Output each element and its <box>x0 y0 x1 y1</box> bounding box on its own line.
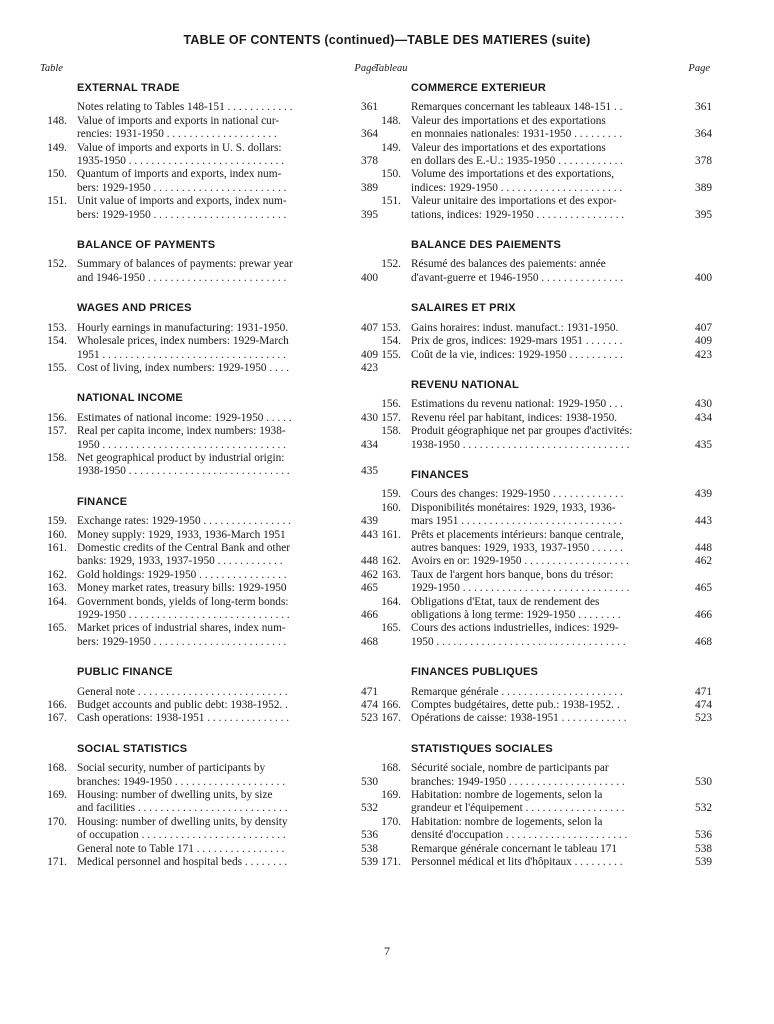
entry-text: Unit value of imports and exports, index num- bers: 1929-1950 . . . . . . . . . . . . . . . . . . . . . . . . <box>77 195 287 221</box>
entry-number: 158. <box>381 425 401 438</box>
entry-text: Obligations d'Etat, taux de rendement des obligations à long terme: 1929-1950 . . . . . . . . <box>411 595 621 621</box>
entry-page: 378 <box>361 155 378 168</box>
entry-number: 148. <box>381 114 401 127</box>
entry-page: 474 <box>361 699 378 712</box>
toc-entry <box>38 596 378 623</box>
entry-text: Cost of living, index numbers: 1929-1950 . . . . <box>77 361 290 374</box>
toc-entry <box>38 699 378 712</box>
entry-number: 171. <box>47 856 67 869</box>
entry-page: 462 <box>361 568 378 581</box>
entry-number: 159. <box>47 515 67 528</box>
entry-page: 443 <box>361 528 378 541</box>
entry-number: 153. <box>47 321 67 334</box>
toc-entry <box>38 168 378 195</box>
entry-number: 157. <box>47 425 67 438</box>
entry-page: 400 <box>361 271 378 284</box>
entry-number: 151. <box>381 195 401 208</box>
entry-text: Cours des actions industrielles, indices: 1929- 1950 . . . . . . . . . . . . . . . . . . . . . . . . . . . . . . . . . . <box>411 622 626 648</box>
entry-number: 152. <box>47 258 67 271</box>
entry-number: 149. <box>47 141 67 154</box>
section-title: SOCIAL STATISTICS <box>77 742 188 755</box>
entry-page: 395 <box>695 208 712 221</box>
section-title: BALANCE OF PAYMENTS <box>77 239 216 252</box>
toc-section <box>372 469 712 649</box>
entry-text: Volume des importations et des exportations, indices: 1929-1950 . . . . . . . . . . . . . . . . . . . . . . <box>411 168 623 194</box>
entry-page: 448 <box>695 541 712 554</box>
toc-entry <box>372 488 712 501</box>
toc-entry <box>372 258 712 285</box>
toc-entry <box>38 322 378 335</box>
toc-entry <box>372 168 712 195</box>
section-title: COMMERCE EXTERIEUR <box>411 82 546 94</box>
entry-text: Gains horaires: indust. manufact.: 1931-1950. <box>411 321 619 334</box>
entry-number: 164. <box>47 595 67 608</box>
toc-entry <box>38 195 378 222</box>
entry-number: 157. <box>381 411 401 424</box>
toc-entry <box>38 762 378 789</box>
entry-text: Summary of balances of payments: prewar year and 1946-1950 . . . . . . . . . . . . . . . . . . . . . . . . . <box>77 258 293 284</box>
entry-text: Housing: number of dwelling units, by size and facilities . . . . . . . . . . . . . . . . . . . . . . . . . . . <box>77 789 288 815</box>
toc-section <box>38 392 378 478</box>
toc-section <box>38 82 378 222</box>
entry-number: 161. <box>47 541 67 554</box>
entry-text: Coût de la vie, indices: 1929-1950 . . . . . . . . . . <box>411 348 624 361</box>
entry-number: 152. <box>381 258 401 271</box>
entry-page: 523 <box>361 712 378 725</box>
entry-text: Prix de gros, indices: 1929-mars 1951 . . . . . . . <box>411 335 623 348</box>
entry-number: 170. <box>381 815 401 828</box>
toc-entry <box>38 101 378 114</box>
page-title: TABLE OF CONTENTS (continued)—TABLE DES MATIERES (suite) <box>183 33 591 47</box>
entry-text: Taux de l'argent hors banque, bons du trésor: 1929-1950 . . . . . . . . . . . . . . . . . . . . . . . . . . . . . . <box>411 568 630 595</box>
entry-page: 532 <box>361 802 378 815</box>
entry-text: Market prices of industrial shares, index num- bers: 1929-1950 . . . . . . . . . . . . . . . . . . . . . . . . <box>77 622 287 648</box>
entry-text: Avoirs en or: 1929-1950 . . . . . . . . . . . . . . . . . . . <box>411 555 629 568</box>
toc-entry <box>38 529 378 542</box>
sections <box>38 82 378 870</box>
section-title: REVENU NATIONAL <box>411 378 519 391</box>
entry-number: 154. <box>381 335 401 348</box>
toc-entry <box>38 515 378 528</box>
entry-page: 523 <box>695 712 712 725</box>
toc-entry <box>38 622 378 649</box>
column-header-page-label: Page <box>354 63 376 74</box>
entry-page: 539 <box>695 856 712 869</box>
entry-number: 169. <box>47 789 67 802</box>
entry-page: 474 <box>695 699 712 712</box>
entry-page: 443 <box>695 515 712 528</box>
entry-page: 539 <box>361 856 378 869</box>
toc-entry <box>372 699 712 712</box>
entry-text: Opérations de caisse: 1938-1951 . . . . . . . . . . . . <box>411 712 627 725</box>
entry-page: 439 <box>695 488 712 501</box>
entry-page: 532 <box>695 802 712 815</box>
entry-number: 159. <box>381 488 401 501</box>
entry-text: Budget accounts and public debt: 1938-1952. . <box>77 699 288 712</box>
column-header <box>38 62 378 82</box>
entry-text: Remarque générale . . . . . . . . . . . . . . . . . . . . . . <box>411 685 623 698</box>
toc-entry <box>38 843 378 856</box>
entry-number: 162. <box>47 568 67 581</box>
section-title: PUBLIC FINANCE <box>77 666 173 679</box>
column-header <box>372 62 712 82</box>
entry-number: 148. <box>47 114 67 127</box>
entry-text: Habitation: nombre de logements, selon la densité d'occupation . . . . . . . . . . . . . . . . . . . . . . <box>411 815 628 842</box>
toc-entry <box>38 789 378 816</box>
entry-page: 448 <box>361 555 378 568</box>
toc-entry <box>372 335 712 348</box>
entry-number: 153. <box>381 321 401 334</box>
entry-number: 168. <box>381 762 401 775</box>
toc-entry <box>372 856 712 869</box>
section-title: SALAIRES ET PRIX <box>411 302 516 315</box>
entry-text: Housing: number of dwelling units, by density of occupation . . . . . . . . . . . . . . . . . . . . . . . . . . <box>77 815 288 842</box>
entry-number: 166. <box>47 699 67 712</box>
section-title: FINANCE <box>77 495 128 508</box>
entry-number: 162. <box>381 555 401 568</box>
toc-entry <box>38 412 378 425</box>
entry-number: 155. <box>381 348 401 361</box>
entry-page: 462 <box>695 555 712 568</box>
entry-number: 158. <box>47 451 67 464</box>
toc-section <box>372 82 712 222</box>
entry-page: 466 <box>695 609 712 621</box>
entry-text: Money market rates, treasury bills: 1929-1950 <box>77 582 287 595</box>
toc-entry <box>372 115 712 142</box>
toc-entry <box>372 816 712 843</box>
toc-entry <box>372 762 712 789</box>
entry-page: 389 <box>361 181 378 194</box>
entry-text: Medical personnel and hospital beds . . . . . . . . <box>77 856 288 869</box>
toc-entry <box>372 555 712 568</box>
entry-number: 163. <box>47 582 67 595</box>
entry-text: Valeur des importations et des exportations en monnaies nationales: 1931-1950 . . . . . . . . . <box>411 114 623 141</box>
toc-section <box>372 239 712 285</box>
toc-entry <box>38 816 378 843</box>
entry-text: Government bonds, yields of long-term bonds: 1929-1950 . . . . . . . . . . . . . . . . . . . . . . . . . . . . . <box>77 595 290 621</box>
entry-text: Cash operations: 1938-1951 . . . . . . . . . . . . . . . <box>77 712 290 725</box>
entry-page: 468 <box>361 635 378 648</box>
entry-text: Revenu réel par habitant, indices: 1938-1950. <box>411 411 618 424</box>
page-number: 7 <box>384 944 390 958</box>
entry-number: 150. <box>47 168 67 181</box>
entry-number: 156. <box>381 398 401 411</box>
entry-number: 160. <box>47 528 67 541</box>
toc-entry <box>372 622 712 649</box>
entry-page: 430 <box>361 411 378 424</box>
entry-page: 465 <box>361 582 378 595</box>
toc-entry <box>372 425 712 452</box>
entry-number: 167. <box>381 712 401 725</box>
entry-text: Comptes budgétaires, dette pub.: 1938-1952. . <box>411 699 620 712</box>
entry-number: 161. <box>381 528 401 541</box>
entry-page: 423 <box>695 348 712 361</box>
toc-entry <box>38 425 378 452</box>
entry-text: Estimates of national income: 1929-1950 . . . . . <box>77 411 292 424</box>
toc-entry <box>372 686 712 699</box>
entry-page: 409 <box>695 335 712 348</box>
toc-entry <box>372 502 712 529</box>
entry-page: 423 <box>361 361 378 374</box>
entry-text: Sécurité sociale, nombre de participants par branches: 1949-1950 . . . . . . . . . . . . . . . . . . . . . <box>411 762 625 788</box>
entry-text: Exchange rates: 1929-1950 . . . . . . . . . . . . . . . . <box>77 515 291 528</box>
toc-section <box>38 666 378 726</box>
entry-page: 536 <box>695 829 712 842</box>
entry-number: 150. <box>381 168 401 181</box>
entry-page: 435 <box>361 465 378 478</box>
section-title: NATIONAL INCOME <box>77 392 183 405</box>
toc-entry <box>372 349 712 362</box>
entry-text: Real per capita income, index numbers: 1938- 1950 . . . . . . . . . . . . . . . . . . . . . . . . . . . . . . . . . <box>77 425 286 451</box>
toc-section <box>372 743 712 870</box>
toc-entry <box>372 596 712 623</box>
entry-text: General note to Table 171 . . . . . . . . . . . . . . . . <box>77 842 285 855</box>
entry-page: 361 <box>695 101 712 114</box>
entry-text: Remarques concernant les tableaux 148-151 . . <box>411 101 623 114</box>
entry-page: 389 <box>695 181 712 194</box>
entry-text: Wholesale prices, index numbers: 1929-March 1951 . . . . . . . . . . . . . . . . . . . . . . . . . . . . . . . . . <box>77 335 289 361</box>
toc-entry <box>38 686 378 699</box>
column-header-table-label: Table <box>40 63 63 74</box>
entry-number: 171. <box>381 856 401 869</box>
entry-page: 378 <box>695 155 712 168</box>
entry-page: 361 <box>361 101 378 114</box>
toc-entry <box>38 142 378 169</box>
entry-page: 465 <box>695 582 712 595</box>
toc-entry <box>372 843 712 856</box>
entry-number: 167. <box>47 712 67 725</box>
entry-page: 364 <box>695 128 712 141</box>
entry-text: Disponibilités monétaires: 1929, 1933, 1936- mars 1951 . . . . . . . . . . . . . . . . . . . . . . . . . . . . . <box>411 501 623 528</box>
entry-page: 439 <box>361 515 378 528</box>
entry-text: Domestic credits of the Central Bank and other banks: 1929, 1933, 1937-1950 . . . . . . . . . . . . <box>77 541 291 568</box>
toc-section <box>38 239 378 285</box>
entry-page: 468 <box>695 635 712 648</box>
entry-number: 155. <box>47 361 67 374</box>
entry-page: 536 <box>361 829 378 842</box>
entry-page: 466 <box>361 609 378 621</box>
entry-page: 400 <box>695 271 712 284</box>
entry-number: 156. <box>47 411 67 424</box>
entry-text: Money supply: 1929, 1933, 1936-March 1951 <box>77 528 286 541</box>
toc-section <box>372 302 712 362</box>
toc-section <box>372 666 712 726</box>
toc-entry <box>372 398 712 411</box>
toc-entry <box>38 712 378 725</box>
entry-number: 170. <box>47 815 67 828</box>
entry-page: 530 <box>695 775 712 788</box>
toc-entry <box>38 335 378 362</box>
section-title: STATISTIQUES SOCIALES <box>411 742 553 755</box>
toc-entry <box>372 195 712 222</box>
toc-entry <box>372 412 712 425</box>
toc-entry <box>38 452 378 479</box>
toc-entry <box>372 712 712 725</box>
column-header-page-label: Page <box>688 63 710 74</box>
section-title: BALANCE DES PAIEMENTS <box>411 239 562 252</box>
entry-page: 538 <box>361 842 378 855</box>
toc-entry <box>38 856 378 869</box>
section-title: FINANCES <box>411 468 469 481</box>
entry-text: Valeur des importations et des exportations en dollars des E.-U.: 1935-1950 . . . . . . . . . . . . <box>411 141 624 168</box>
entry-page: 407 <box>361 321 378 334</box>
entry-page: 434 <box>695 411 712 424</box>
section-title: EXTERNAL TRADE <box>77 82 180 94</box>
entry-text: Hourly earnings in manufacturing: 1931-1950. <box>77 321 289 334</box>
entry-page: 471 <box>695 685 712 698</box>
entry-number: 166. <box>381 699 401 712</box>
sections <box>372 82 712 870</box>
entry-text: Personnel médical et lits d'hôpitaux . . . . . . . . . <box>411 856 623 869</box>
toc-section <box>38 496 378 649</box>
entry-number: 149. <box>381 141 401 154</box>
toc-section <box>38 743 378 870</box>
entry-text: Remarque générale concernant le tableau 171 <box>411 842 618 855</box>
entry-number: 169. <box>381 789 401 802</box>
entry-page: 538 <box>695 842 712 855</box>
entry-text: Résumé des balances des paiements: année d'avant-guerre et 1946-1950 . . . . . . . . . . . . . . . <box>411 258 624 284</box>
toc-entry <box>38 362 378 375</box>
toc-entry <box>38 115 378 142</box>
entry-number: 164. <box>381 595 401 608</box>
entry-text: Value of imports and exports in national cur- rencies: 1931-1950 . . . . . . . . . . . . . . . . . . . . <box>77 114 280 141</box>
entry-page: 364 <box>361 128 378 141</box>
entry-page: 434 <box>361 438 378 451</box>
entry-text: Produit géographique net par groupes d'activités: 1938-1950 . . . . . . . . . . . . . . . . . . . . . . . . . . . . . . <box>411 425 633 451</box>
entry-text: Social security, number of participants by branches: 1949-1950 . . . . . . . . . . . . . . . . . . . . <box>77 762 286 788</box>
entry-page: 430 <box>695 398 712 411</box>
entry-number: 165. <box>47 622 67 635</box>
entry-number: 160. <box>381 501 401 514</box>
entry-page: 471 <box>361 685 378 698</box>
entry-text: Valeur unitaire des importations et des expor- tations, indices: 1929-1950 . . . . . . . . . . . . . . . . <box>411 195 625 221</box>
toc-entry <box>38 582 378 595</box>
entry-text: Quantum of imports and exports, index num- bers: 1929-1950 . . . . . . . . . . . . . . . . . . . . . . . . <box>77 168 287 194</box>
entry-number: 168. <box>47 762 67 775</box>
toc-entry <box>372 142 712 169</box>
entry-text: Value of imports and exports in U. S. dollars: 1935-1950 . . . . . . . . . . . . . . . . . . . . . . . . . . . . <box>77 141 285 168</box>
toc-entry <box>38 542 378 569</box>
toc-column-french <box>372 62 712 887</box>
entry-number: 154. <box>47 335 67 348</box>
entry-text: Notes relating to Tables 148-151 . . . . . . . . . . . . <box>77 101 293 114</box>
entry-page: 409 <box>361 348 378 361</box>
entry-text: General note . . . . . . . . . . . . . . . . . . . . . . . . . . . <box>77 685 288 698</box>
entry-page: 407 <box>695 321 712 334</box>
section-title: FINANCES PUBLIQUES <box>411 666 539 679</box>
toc-section <box>38 302 378 375</box>
column-header-table-label: Tableau <box>374 63 408 74</box>
toc-column-english <box>38 62 378 887</box>
toc-entry <box>372 322 712 335</box>
entry-number: 165. <box>381 622 401 635</box>
entry-text: Habitation: nombre de logements, selon la grandeur et l'équipement . . . . . . . . . . . . . . . . . . <box>411 789 625 815</box>
toc-entry <box>38 258 378 285</box>
entry-text: Estimations du revenu national: 1929-1950 . . . <box>411 398 624 411</box>
entry-text: Prêts et placements intérieurs: banque centrale, autres banques: 1929, 1933, 1937-1950 . . . . . . <box>411 528 624 554</box>
entry-page: 530 <box>361 775 378 788</box>
entry-number: 151. <box>47 195 67 208</box>
entry-text: Net geographical product by industrial origin: 1938-1950 . . . . . . . . . . . . . . . . . . . . . . . . . . . . . <box>77 451 290 478</box>
toc-entry <box>38 569 378 582</box>
entry-page: 395 <box>361 208 378 221</box>
toc-section <box>372 379 712 452</box>
toc-entry <box>372 569 712 596</box>
entry-page: 435 <box>695 438 712 451</box>
entry-text: Gold holdings: 1929-1950 . . . . . . . . . . . . . . . . <box>77 568 287 581</box>
entry-text: Cours des changes: 1929-1950 . . . . . . . . . . . . . <box>411 488 624 501</box>
toc-entry <box>372 789 712 816</box>
toc-entry <box>372 529 712 556</box>
toc-entry <box>372 101 712 114</box>
entry-number: 163. <box>381 568 401 581</box>
section-title: WAGES AND PRICES <box>77 302 192 315</box>
